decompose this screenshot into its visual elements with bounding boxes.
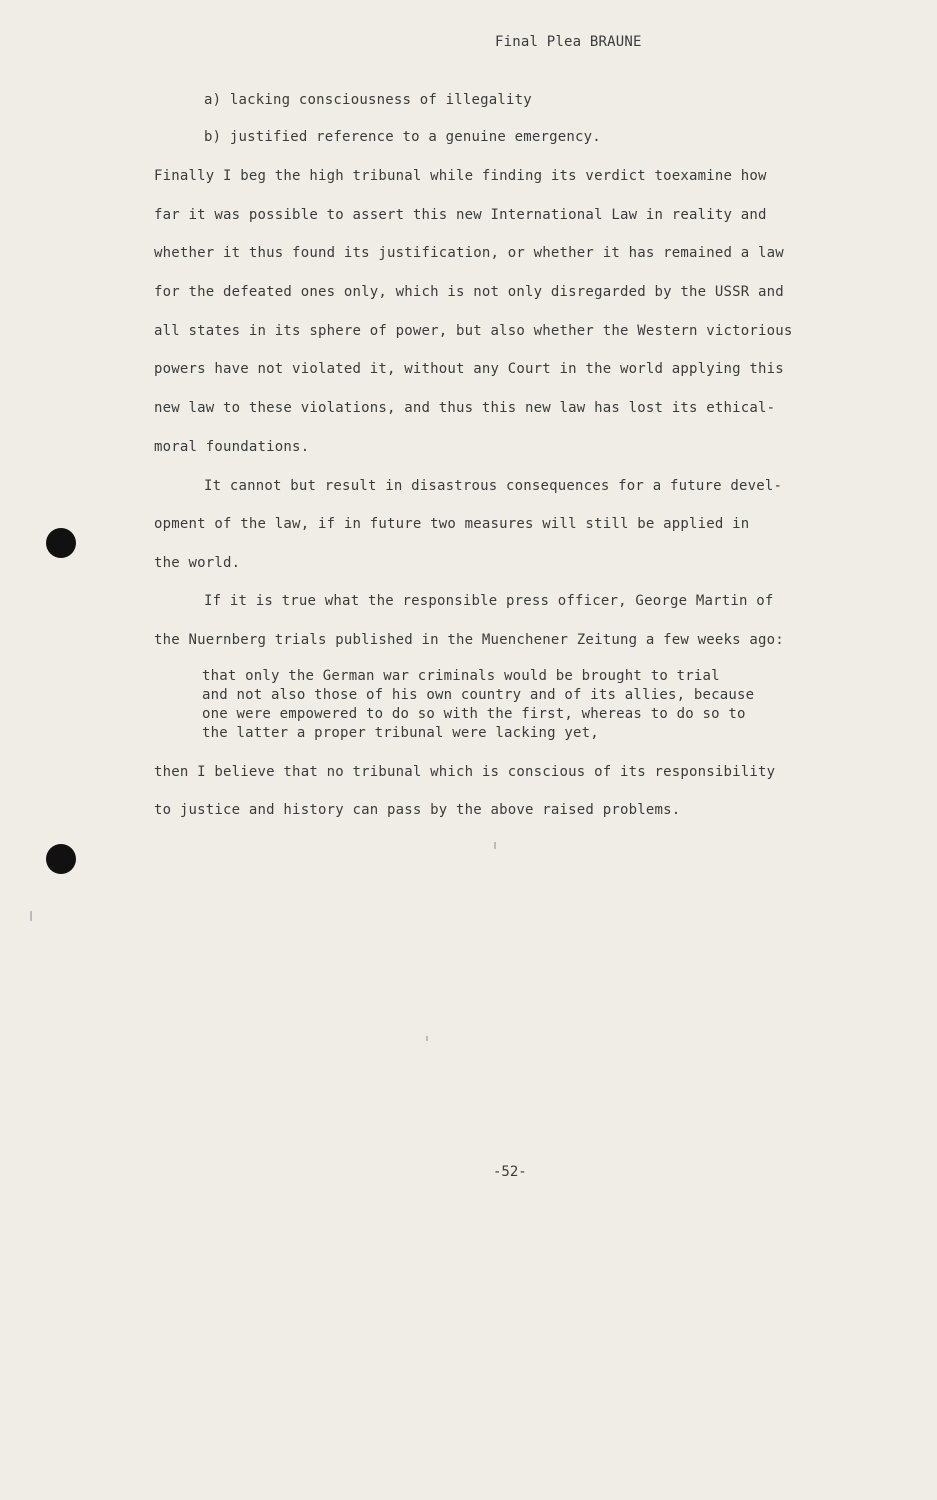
paragraph-line: the world.	[154, 555, 241, 571]
paragraph-line: Finally I beg the high tribunal while finding its verdict toexamine how	[154, 168, 767, 184]
page-number: -52-	[493, 1164, 527, 1180]
paragraph-line: all states in its sphere of power, but also whether the Western victorious	[154, 323, 793, 339]
quote-line: that only the German war criminals would be brought to trial	[202, 668, 720, 684]
quote-line: and not also those of his own country and of its allies, because	[202, 687, 755, 703]
paragraph-line: powers have not violated it, without any Court in the world applying this	[154, 361, 784, 377]
paragraph-line: moral foundations.	[154, 439, 310, 455]
paragraph-line: then I believe that no tribunal which is conscious of its responsibility	[154, 764, 776, 780]
paper-speck	[426, 1036, 428, 1041]
paper-speck	[30, 911, 32, 921]
paper-speck	[494, 842, 496, 849]
paragraph-line: It cannot but result in disastrous consequences for a future devel-	[204, 478, 783, 494]
punch-hole	[46, 844, 76, 874]
list-item-b: b) justified reference to a genuine emergency.	[204, 129, 601, 145]
paragraph-line: opment of the law, if in future two measures will still be applied in	[154, 516, 750, 532]
paragraph-line: whether it thus found its justification, or whether it has remained a law	[154, 245, 784, 261]
punch-hole	[46, 528, 76, 558]
quote-line: one were empowered to do so with the first, whereas to do so to	[202, 706, 746, 722]
paragraph-line: for the defeated ones only, which is not only disregarded by the USSR and	[154, 284, 784, 300]
paragraph-line: far it was possible to assert this new International Law in reality and	[154, 207, 767, 223]
paragraph-line: the Nuernberg trials published in the Muenchener Zeitung a few weeks ago:	[154, 632, 784, 648]
paragraph-line: new law to these violations, and thus this new law has lost its ethical-	[154, 400, 776, 416]
quote-line: the latter a proper tribunal were lacking yet,	[202, 725, 599, 741]
list-item-a: a) lacking consciousness of illegality	[204, 92, 532, 108]
page-header: Final Plea BRAUNE	[495, 34, 642, 50]
paragraph-line: If it is true what the responsible press officer, George Martin of	[204, 593, 774, 609]
paragraph-line: to justice and history can pass by the above raised problems.	[154, 802, 681, 818]
